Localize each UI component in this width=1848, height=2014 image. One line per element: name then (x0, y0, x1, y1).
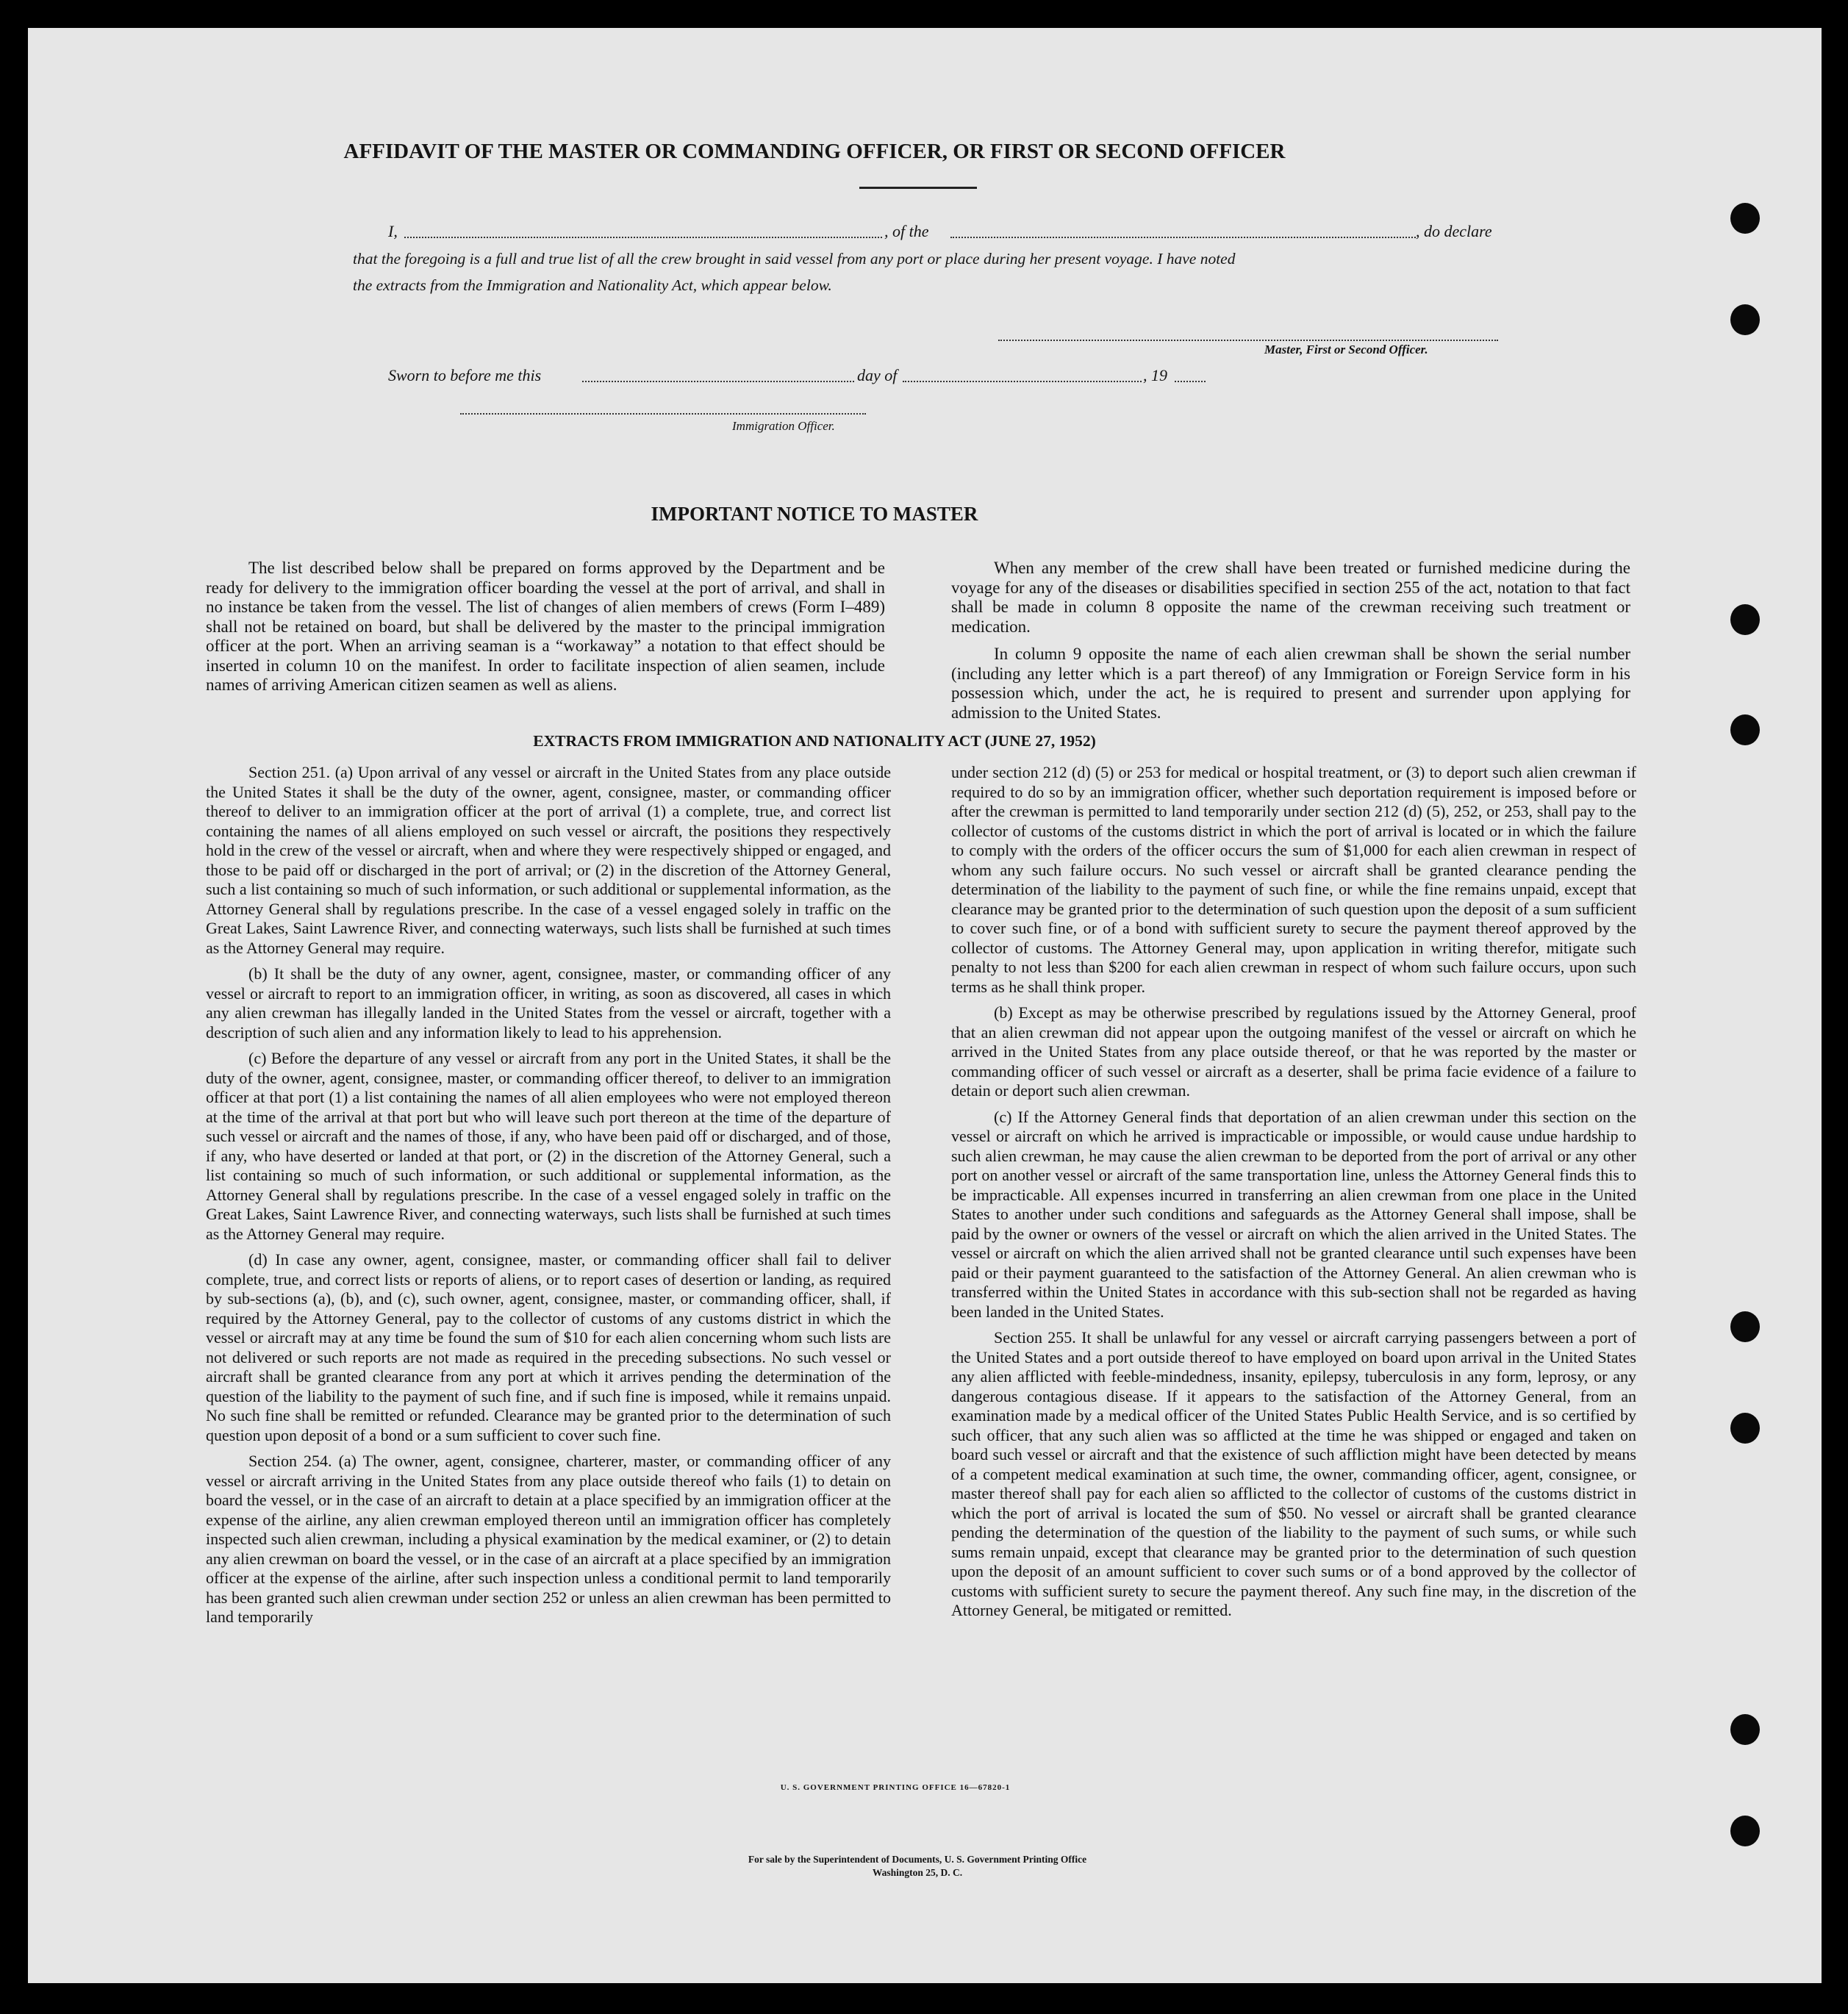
notice-right-column (951, 559, 1630, 723)
act-section-paragraph: Section 255. It shall be unlawful for any vessel or aircraft carrying passengers between a port of the United States and a port outside thereof to have employed on board upon arrival in the United States any alien afflicted with feeble-mindedness, insanity, epilepsy, tuberculosis in any form, leprosy, or any dangerous contagious disease. If it appears to the satisfaction of the Attorney General, from an examination made by a medical officer of the United States Public Health Service, and is so certified by such officer, that any such alien was so afflicted at the time he was shipped or engaged and taken on board such vessel or aircraft and that the existence of such affliction might have been detected by means of a competent medical examination at such time, the owner, commanding officer, agent, consignee, or master thereof shall pay for each alien so afflicted to the collector of customs of the customs district in which the port of arrival is located the sum of $50. No vessel or aircraft shall be granted clearance pending the determination of the question of the liability to the payment of such sums, or while such sums remain unpaid, except that clearance may be granted prior to the determination of such question upon the deposit of an amount sufficient to cover such sums or of a bond approved by the collector of customs with sufficient surety to secure the payment thereof. Any such fine may, in the discretion of the Attorney General, be mitigated or remitted. (951, 1328, 1636, 1619)
punch-hole (1730, 1714, 1760, 1745)
day-of-label: day of (857, 366, 898, 384)
punch-hole (1730, 1311, 1760, 1342)
extracts-title: EXTRACTS FROM IMMIGRATION AND NATIONALITY ACT (JUNE 27, 1952) (533, 732, 1096, 750)
title-rule (859, 187, 977, 189)
master-signature-label: Master, First or Second Officer. (1264, 343, 1428, 356)
printing-office-imprint: U. S. GOVERNMENT PRINTING OFFICE 16—67820-1 (780, 1783, 1011, 1792)
sworn-year-field[interactable] (1175, 381, 1206, 382)
sworn-label: Sworn to before me this (388, 366, 542, 384)
sworn-month-field[interactable] (903, 381, 1142, 382)
notice-left-column (206, 559, 885, 695)
punch-hole (1730, 1816, 1760, 1846)
act-section-paragraph: Section 251. (a) Upon arrival of any vessel or aircraft in the United States from any place outside the United States it shall be the duty of the owner, agent, consignee, master, or commanding officer thereof to deliver to an immigration officer at the port of arrival (1) a complete, true, and correct list containing the names of all aliens employed on such vessel or aircraft, the positions they respectively hold in the crew of the vessel or aircraft, when and where they were respectively shipped or engaged, and those to be paid off or discharged in the port of arrival; or (2) in the discretion of the Attorney General, such a list containing so much of such information, or such additional or supplemental information, as the Attorney General shall by regulations prescribe. In the case of a vessel engaged solely in traffic on the Great Lakes, Saint Lawrence River, and connecting waterways, such lists shall be furnished at such times as the Attorney General may require. (206, 763, 891, 957)
punch-hole (1730, 304, 1760, 335)
extracts-left-column (206, 763, 891, 1627)
punch-hole (1730, 1413, 1760, 1444)
do-declare-label: , do declare (1416, 222, 1492, 240)
sale-notice-line2: Washington 25, D. C. (872, 1867, 963, 1878)
notice-title: IMPORTANT NOTICE TO MASTER (651, 503, 978, 525)
act-section-paragraph: (c) If the Attorney General finds that deportation of an alien crewman under this section on the vessel or aircraft on which he arrived is impracticable or impossible, or would cause undue hardship to such alien crewman, he may cause the alien crewman to be deported from the port of arrival or any other port on another vessel or aircraft of the same transportation line, unless the Attorney General finds this to be impracticable. All expenses incurred in transferring an alien crewman from one place in the United States to another under such conditions and safeguards as the Attorney General shall impose, shall be paid by the owner or owners of the vessel or aircraft on which the alien arrived in the United States. The vessel or aircraft on which the alien arrived shall not be granted clearance until such expenses have been paid or their payment guaranteed to the satisfaction of the Attorney General. An alien crewman who is transferred within the United States in accordance with this sub-section shall not be regarded as having been landed in the United States. (951, 1107, 1636, 1321)
punch-hole (1730, 203, 1760, 234)
of-the-label: , of the (884, 222, 929, 240)
act-section-paragraph: Section 254. (a) The owner, agent, consignee, charterer, master, or commanding officer of any vessel or aircraft arriving in the United States from any place outside thereof who fails (1) to detain on board the vessel, or in the case of an aircraft to detain at a place specified by an immigration officer at the expense of the airline, any alien crewman employed thereon until an immigration officer has completely inspected such alien crewman, including a physical examination by the medical examiner, or (2) to detain any alien crewman on board the vessel, or in the case of an aircraft at a place specified by an immigration officer at the expense of the airline, after such inspection unless a conditional permit to land temporarily has been granted such alien crewman under section 252 or unless an alien crewman has been permitted to land temporarily (206, 1452, 891, 1626)
sale-notice-line1: For sale by the Superintendent of Documents, U. S. Government Printing Office (748, 1854, 1087, 1865)
act-section-paragraph: under section 212 (d) (5) or 253 for medical or hospital treatment, or (3) to deport such alien crewman if required to do so by an immigration officer, whether such deportation requirement is imposed before or after the crewman is permitted to land temporarily under section 212 (d) (5), 252, or 253, shall pay to the collector of customs of the customs district in which the port of arrival is located or in which the failure to comply with the orders of the officer occurs the sum of $1,000 for each alien crewman in respect of whom any such failure occurs. No such vessel or aircraft shall be granted clearance pending the determination of the liability to the payment of such fine, or while the fine remains unpaid, except that clearance may be granted prior to the determination of such question upon the deposit of a sum sufficient to cover such fine, or of a bond with sufficient surety to secure the payment thereof approved by the collector of customs. The Attorney General may, upon application in writing therefor, mitigate such penalty to not less than $200 for each alien crewman in respect of whom such failure occurs, upon such terms as he shall think proper. (951, 763, 1636, 996)
punch-hole (1730, 714, 1760, 745)
notice-paragraph: In column 9 opposite the name of each alien crewman shall be shown the serial number (including any letter which is a part thereof) of any Immigration or Foreign Service form in his possession which, under the act, he is required to present and surrender upon applying for admission to the United States. (951, 645, 1630, 722)
immigration-officer-signature-field[interactable] (460, 413, 866, 415)
vessel-name-field[interactable] (950, 237, 1416, 238)
punch-hole (1730, 604, 1760, 635)
document-page (28, 28, 1822, 1983)
year-label: , 19 (1143, 366, 1167, 384)
sworn-day-field[interactable] (582, 381, 854, 382)
notice-paragraph: When any member of the crew shall have been treated or furnished medicine during the voyage for any of the diseases or disabilities specified in section 255 of the act, notation to that fact shall be made in column 8 opposite the name of the crewman receiving such treatment or medication. (951, 559, 1630, 636)
act-section-paragraph: (b) It shall be the duty of any owner, agent, consignee, master, or commanding officer of any vessel or aircraft to report to an immigration officer, in writing, as soon as discovered, all cases in which any alien crewman has illegally landed in the United States from the vessel or aircraft, together with a description of such alien and any information likely to lead to his apprehension. (206, 964, 891, 1042)
act-section-paragraph: (c) Before the departure of any vessel or aircraft from any port in the United States, it shall be the duty of the owner, agent, consignee, master, or commanding officer thereof, to deliver to an immigration officer at that port (1) a list containing the names of all alien employees who were not employed thereon at the time of the arrival at that port but who will leave such port thereon at the time of the departure of such vessel or aircraft and the names of those, if any, who have been paid off or discharged, and of those, if any, who have deserted or landed at that port, or (2) in the discretion of the Attorney General, such a list containing so much of such information, or such additional or supplemental information, as the Attorney General shall by regulations prescribe. In the case of a vessel engaged solely in traffic on the Great Lakes, Saint Lawrence River, and connecting waterways, such lists shall be furnished at such times as the Attorney General may require. (206, 1049, 891, 1243)
declaration-text-cont: the extracts from the Immigration and Nationality Act, which appear below. (353, 276, 832, 294)
affidavit-title: AFFIDAVIT OF THE MASTER OR COMMANDING OFFICER, OR FIRST OR SECOND OFFICER (343, 140, 1286, 163)
act-section-paragraph: (d) In case any owner, agent, consignee, master, or commanding officer shall fail to deliver complete, true, and correct lists or reports of aliens, or to report cases of desertion or landing, as required by sub-sections (a), (b), and (c), such owner, agent, consignee, master, or commanding officer, shall, if required by the Attorney General, pay to the collector of customs of any customs district in which the vessel or aircraft may at any time be found the sum of $10 for each alien concerning whom such lists are not delivered or such reports are not made as required in the preceding subsections. No such vessel or aircraft shall be granted clearance from any port at which it arrives pending the determination of the question of the liability to the payment of such fine, and if such fine is imposed, while it remains unpaid. No such fine shall be remitted or refunded. Clearance may be granted prior to the determination of such question upon deposit of a bond or a sum sufficient to cover such fine. (206, 1250, 891, 1444)
immigration-officer-label: Immigration Officer. (732, 419, 835, 433)
act-section-paragraph: (b) Except as may be otherwise prescribed by regulations issued by the Attorney General, proof that an alien crewman did not appear upon the outgoing manifest of the vessel or aircraft on which he arrived in the United States from any place outside thereof, or that he was reported by the master or commanding officer of such vessel or aircraft as a deserter, shall be prima facie evidence of a failure to detain or deport such alien crewman. (951, 1003, 1636, 1100)
master-signature-field[interactable] (998, 340, 1498, 341)
declarant-name-field[interactable] (404, 237, 882, 238)
extracts-right-column (951, 763, 1636, 1621)
notice-paragraph: The list described below shall be prepared on forms approved by the Department and be ready for delivery to the immigration officer boarding the vessel at the port of arrival, and shall in no instance be taken from the vessel. The list of changes of alien members of crews (Form I–489) shall not be retained on board, but shall be delivered by the master to the principal immigration officer at the port. When an arriving seaman is a “workaway” a notation to that effect should be inserted in column 10 on the manifest. In order to facilitate inspection of alien seamen, include names of arriving American citizen seamen as well as aliens. (206, 559, 885, 694)
declarant-label: I, (388, 222, 398, 240)
declaration-text: that the foregoing is a full and true list of all the crew brought in said vessel from any port or place during her present voyage. I have noted (353, 250, 1236, 268)
